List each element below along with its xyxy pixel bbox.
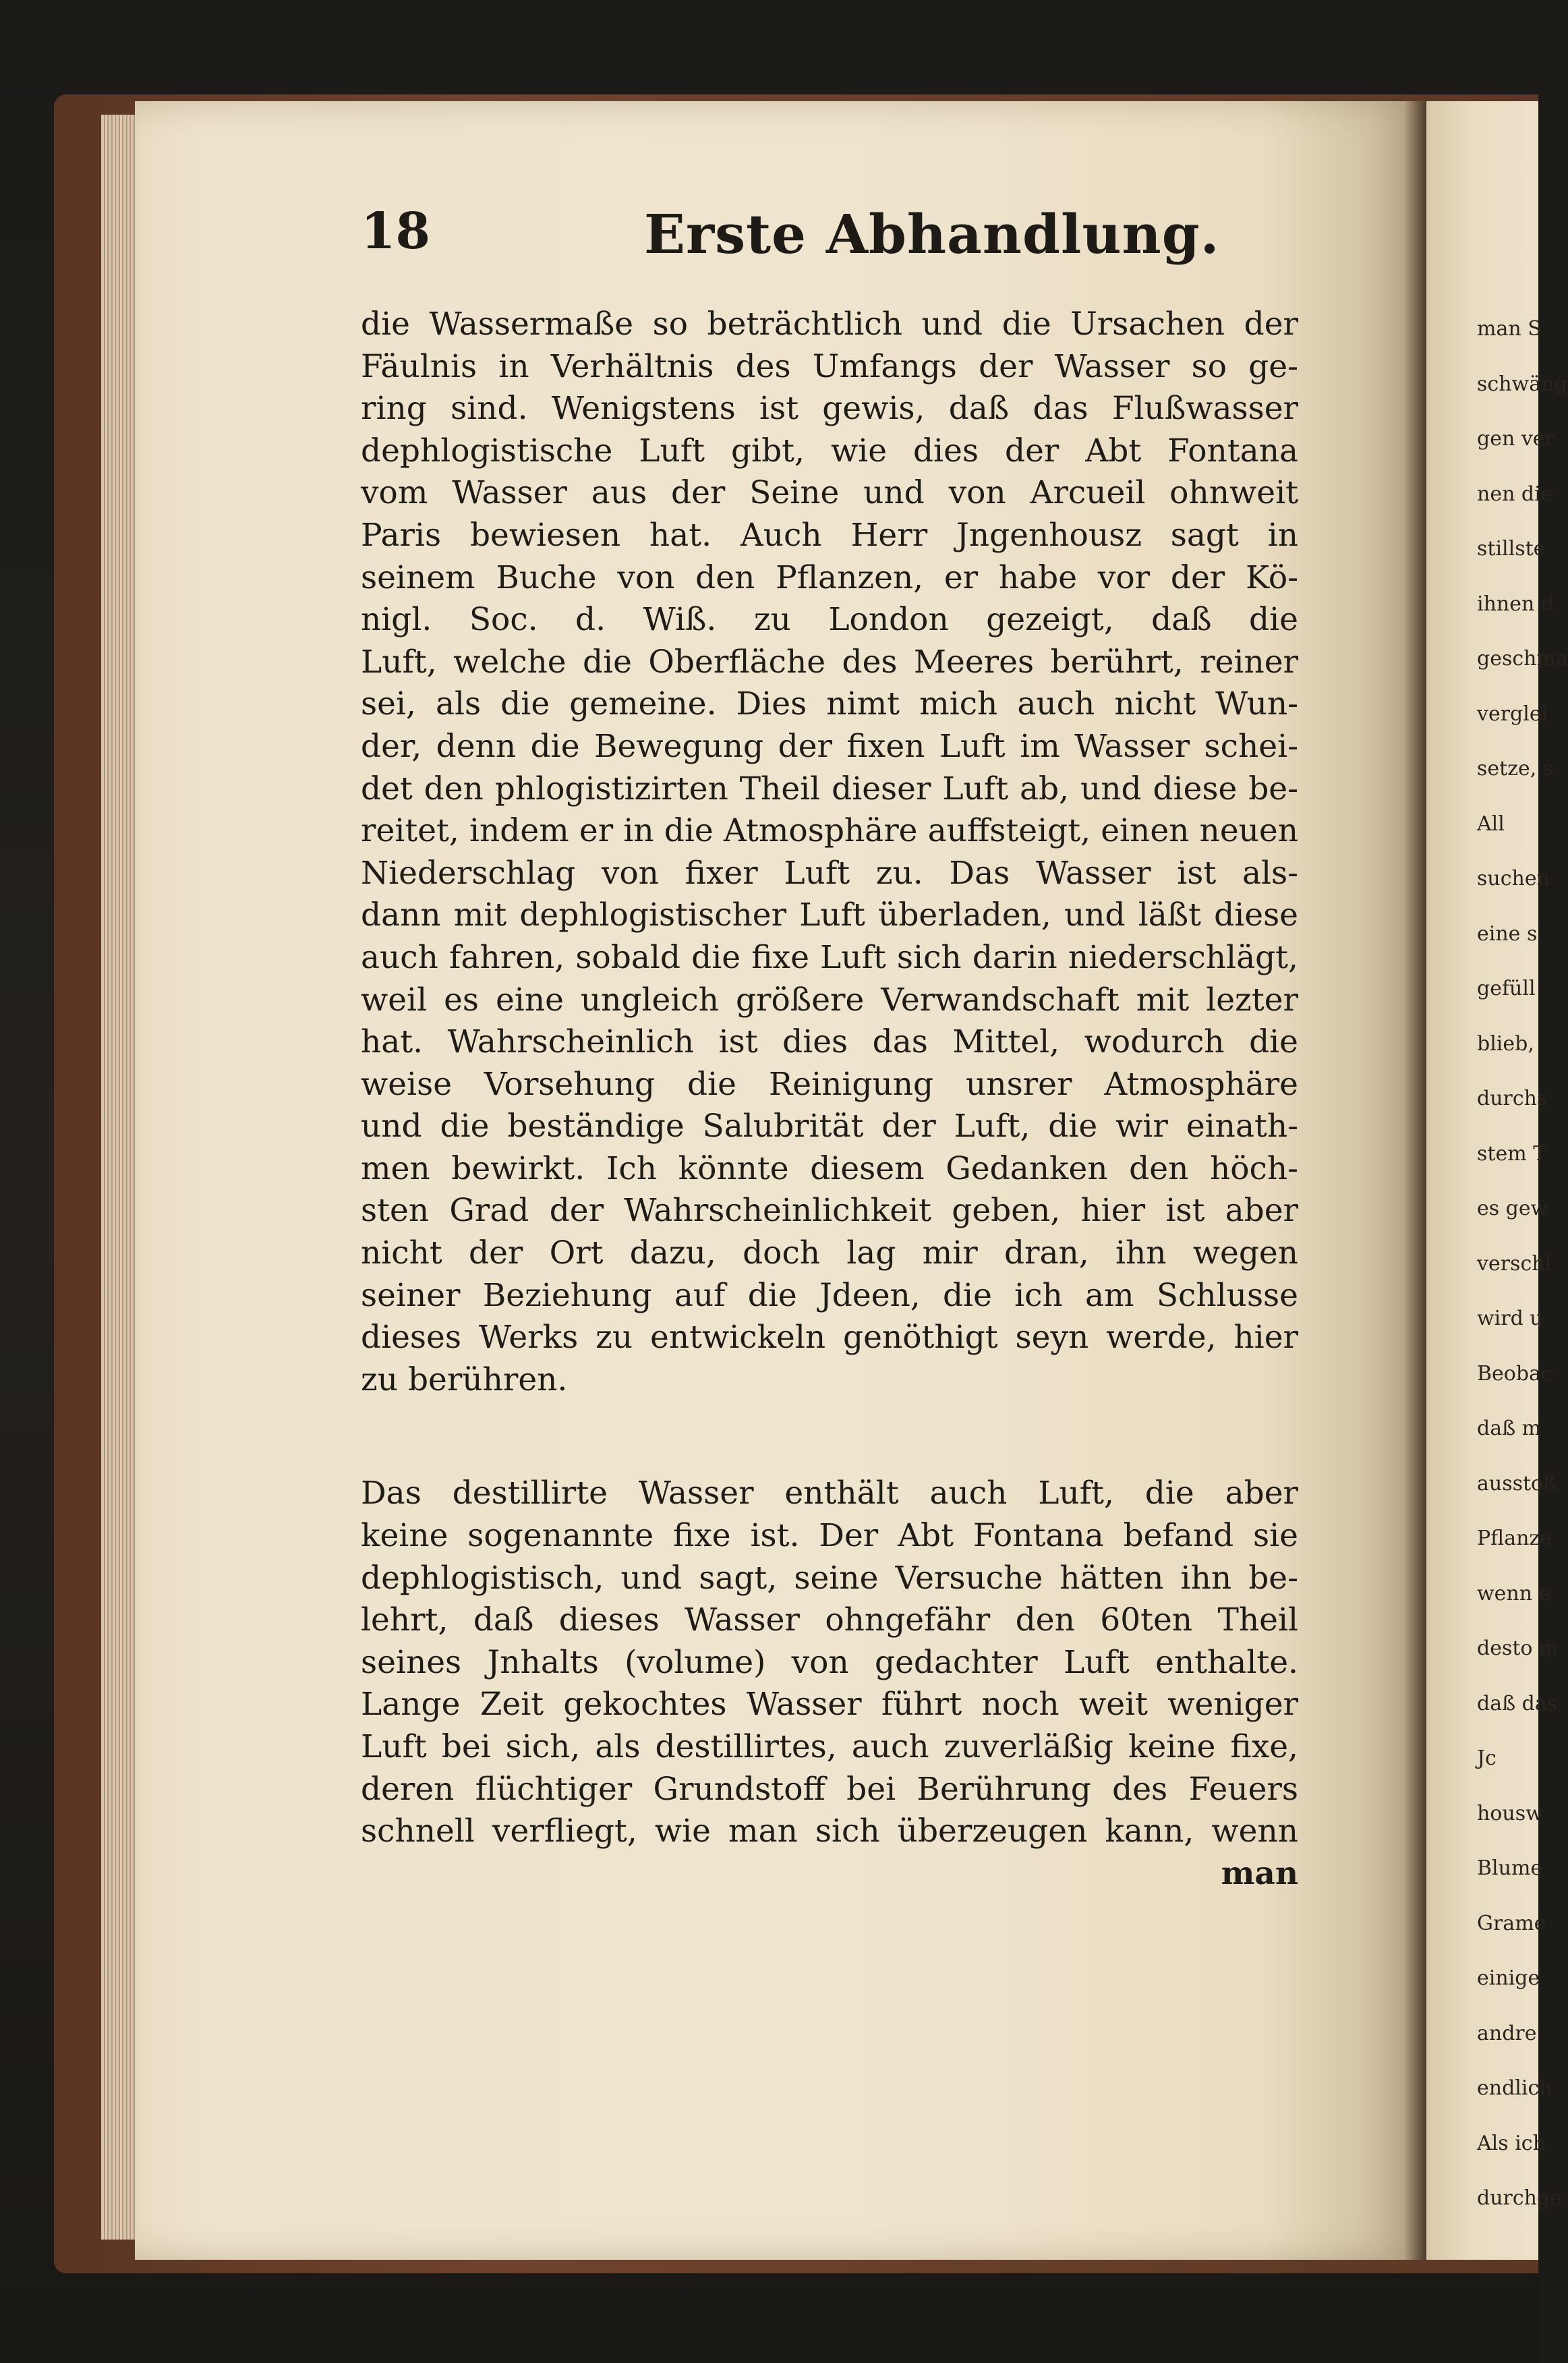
facing-page-fragment: daß das — [1477, 1691, 1558, 1715]
facing-page-fragment: nen die — [1477, 482, 1553, 506]
facing-page-fragment: suchen — [1477, 867, 1550, 890]
catchword: man — [1221, 1854, 1298, 1892]
body-text — [361, 304, 1298, 1895]
facing-page-fragment: einige — [1477, 1966, 1540, 1990]
facing-page-fragment: desto m — [1477, 1636, 1559, 1660]
text-line: weil es eine ungleich größere Verwandschaft mit lezter — [361, 981, 1298, 1019]
text-line: men bewirkt. Ich könnte diesem Gedanken den höch- — [361, 1149, 1298, 1187]
page-header — [361, 202, 1298, 277]
text-line: ring sind. Wenigstens ist gewis, daß das Flußwasser — [361, 390, 1298, 428]
text-line: sten Grad der Wahrscheinlichkeit geben, hier ist aber — [361, 1192, 1298, 1230]
facing-page-fragment: stillste — [1477, 537, 1546, 561]
facing-page-fragment: Als ich — [1477, 2131, 1546, 2155]
facing-page-fragment: ihnen d — [1477, 592, 1555, 616]
text-line: und die beständige Salubrität der Luft, die wir einath- — [361, 1108, 1298, 1145]
facing-page-fragment: ausstoß — [1477, 1471, 1557, 1496]
facing-page-fragment: es gew — [1477, 1197, 1548, 1220]
facing-page-fragment: geschma — [1477, 647, 1568, 671]
facing-page-fragment: verglei — [1477, 702, 1548, 726]
facing-page-fragment: gefüll — [1477, 977, 1536, 1000]
facing-page-fragment: Pflanze — [1477, 1527, 1552, 1550]
text-line: seinem Buche von den Pflanzen, er habe vor der Kö- — [361, 559, 1298, 596]
facing-page-fragment: setze, s — [1477, 757, 1554, 780]
text-line: hat. Wahrscheinlich ist dies das Mittel, wodurch die — [361, 1023, 1298, 1061]
text-line: vom Wasser aus der Seine und von Arcueil ohnweit — [361, 474, 1298, 512]
facing-page-fragment: housw — [1477, 1801, 1543, 1825]
text-line: dieses Werks zu entwickeln genöthigt seyn werde, hier — [361, 1319, 1298, 1357]
facing-page-fragment: All — [1477, 812, 1505, 836]
facing-page-fragment: eine s — [1477, 921, 1538, 946]
facing-page-fragment: wenn e — [1477, 1581, 1551, 1605]
text-line: Lange Zeit gekochtes Wasser führt noch weit weniger — [361, 1686, 1298, 1724]
facing-page-fragment: wird u — [1477, 1307, 1543, 1330]
facing-page-fragment: Beobac — [1477, 1361, 1552, 1386]
text-line: die Wassermaße so beträchtlich und die Ursachen der — [361, 306, 1298, 343]
facing-page-fragment: verschl — [1477, 1251, 1552, 1276]
paragraph — [361, 1473, 1298, 1852]
text-line: zu berühren. — [361, 1361, 568, 1398]
text-line: Fäulnis in Verhältnis des Umfangs der Wasser so ge- — [361, 347, 1298, 385]
text-line: dann mit dephlogistischer Luft überladen, und läßt diese — [361, 896, 1298, 934]
text-line: Das destillirte Wasser enthält auch Luft, die aber — [361, 1475, 1298, 1512]
text-line: Luft, welche die Oberfläche des Meeres berührt, reiner — [361, 643, 1298, 681]
text-line: dephlogistische Luft gibt, wie dies der Abt Fontana — [361, 432, 1298, 469]
facing-page-fragment: durchge — [1477, 2186, 1562, 2210]
facing-page-fragment: durchs — [1477, 1087, 1548, 1110]
text-line: Luft bei sich, als destillirtes, auch zuverläßig keine fixe, — [361, 1728, 1298, 1765]
text-line: Niederschlag von fixer Luft zu. Das Wasser ist als- — [361, 854, 1298, 892]
text-line: deren flüchtiger Grundstoff bei Berührung des Feuers — [361, 1770, 1298, 1808]
text-line: seiner Beziehung auf die Jdeen, die ich am Schlusse — [361, 1276, 1298, 1314]
facing-page-fragment: schwäng — [1477, 372, 1567, 396]
text-line: dephlogistisch, und sagt, seine Versuche hätten ihn be- — [361, 1559, 1298, 1597]
facing-page-fragment: andre — [1477, 2021, 1537, 2045]
text-line: det den phlogistizirten Theil dieser Luft ab, und diese be- — [361, 770, 1298, 807]
facing-page-fragment: Blume — [1477, 1856, 1543, 1880]
paragraph-gap — [361, 1401, 1298, 1473]
book-gutter — [1403, 101, 1430, 2260]
facing-page-fragment: Grame — [1477, 1911, 1546, 1935]
facing-page-fragment: man S — [1477, 317, 1542, 341]
text-line: nigl. Soc. d. Wiß. zu London gezeigt, daß die — [361, 601, 1298, 639]
text-line: lehrt, daß dieses Wasser ohngefähr den 60ten Theil — [361, 1601, 1298, 1639]
facing-page-fragment: Jc — [1477, 1746, 1497, 1770]
text-line: weise Vorsehung die Reinigung unsrer Atmosphäre — [361, 1065, 1298, 1103]
text-line: sei, als die gemeine. Dies nimt mich auch nicht Wun- — [361, 685, 1298, 723]
text-line: keine sogenannte fixe ist. Der Abt Fontana befand sie — [361, 1517, 1298, 1555]
facing-page-fragment: daß m — [1477, 1417, 1542, 1440]
text-line: auch fahren, sobald die fixe Luft sich darin niederschlägt, — [361, 938, 1298, 976]
page-number: 18 — [361, 202, 430, 260]
facing-page-fragment: stem T — [1477, 1141, 1547, 1166]
paragraph — [361, 304, 1298, 1401]
text-line: reitet, indem er in die Atmosphäre auffsteigt, einen neuen — [361, 812, 1298, 850]
running-title: Erste Abhandlung. — [644, 202, 1220, 266]
right-page — [1426, 101, 1568, 2260]
facing-page-fragment: gen ver — [1477, 427, 1555, 451]
facing-page-fragment: blieb, — [1477, 1031, 1534, 1056]
text-line: schnell verfliegt, wie man sich überzeugen kann, wenn — [361, 1813, 1298, 1850]
text-line: nicht der Ort dazu, doch lag mir dran, ihn wegen — [361, 1234, 1298, 1272]
text-line: seines Jnhalts (volume) von gedachter Luft enthalte. — [361, 1643, 1298, 1681]
facing-page-fragment: endlich — [1477, 2076, 1552, 2100]
text-line: der, denn die Bewegung der fixen Luft im Wasser schei- — [361, 727, 1298, 765]
text-line: Paris bewiesen hat. Auch Herr Jngenhousz sagt in — [361, 516, 1298, 554]
